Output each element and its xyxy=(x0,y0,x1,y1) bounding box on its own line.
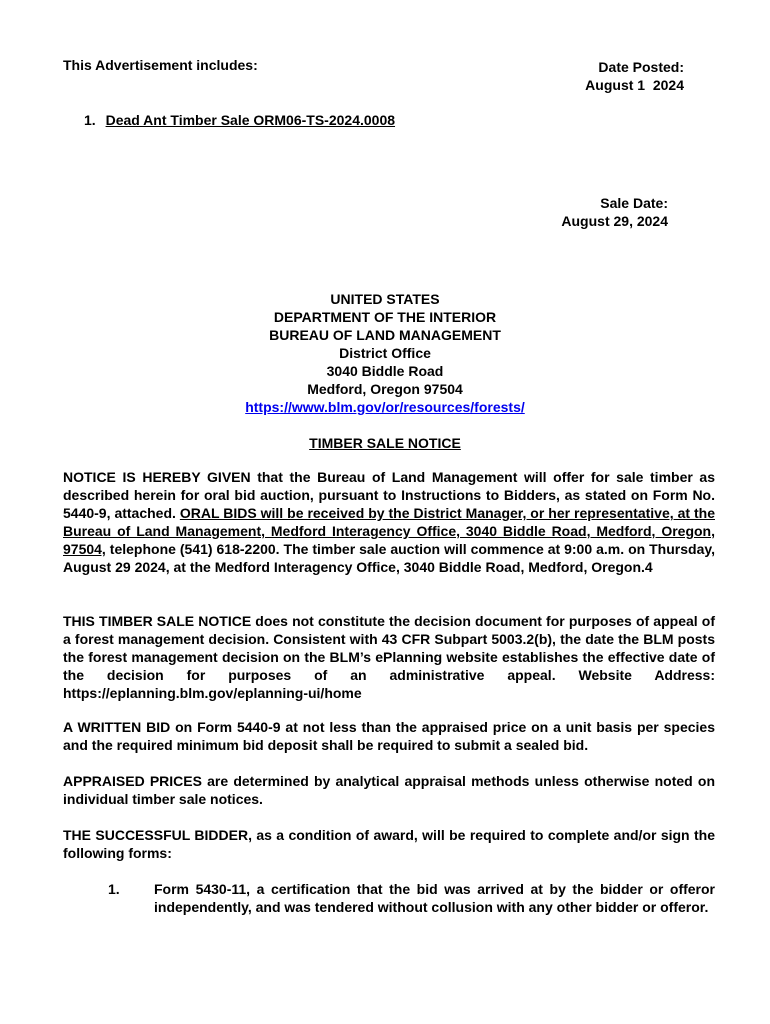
paragraph-text: telephone (541) 618-2200. The timber sale auction will commence at 9:00 a.m. on Thursday, August 29 2024, at the Medford Interagency Office, 3040 Biddle Road, Medford, Oregon.4 xyxy=(63,541,715,575)
paragraph-text: , as a condition of award, will be required to complete and/or sign the following forms: xyxy=(63,827,715,861)
date-posted-label: Date Posted: xyxy=(598,59,684,75)
sale-title[interactable]: Dead Ant Timber Sale ORM06-TS-2024.0008 xyxy=(105,112,396,128)
agency-line: 3040 Biddle Road xyxy=(326,363,444,379)
paragraph-text: are determined by analytical appraisal methods unless otherwise noted on individual timber sale notices. xyxy=(63,773,715,807)
paragraph-notice xyxy=(63,468,715,576)
paragraph-lead: APPRAISED PRICES xyxy=(63,773,202,789)
agency-line: Medford, Oregon 97504 xyxy=(307,381,463,397)
paragraph-underlined: ORAL BIDS will be received by the District Manager, or her representative, at the Bureau of Land Management, Medford Interagency Office, 3040 Biddle Road, Medford, Oregon, 97504, xyxy=(63,505,715,557)
agency-line: District Office xyxy=(339,345,431,361)
paragraph-successful-bidder xyxy=(63,826,715,862)
sale-date xyxy=(520,194,668,230)
paragraph-text: that the Bureau of Land Management will offer for sale timber as described herein for oral bid auction, pursuant to Instructions to Bidders, as stated on Form No. 5440-9, attached. xyxy=(63,469,715,521)
paragraph-appraised xyxy=(63,772,715,808)
agency-line: DEPARTMENT OF THE INTERIOR xyxy=(273,309,497,325)
agency-line: UNITED STATES xyxy=(330,291,440,307)
agency-block xyxy=(0,290,770,416)
sale-date-value: August 29, 2024 xyxy=(561,213,668,229)
notice-title xyxy=(0,434,770,452)
form-item-number: 1. xyxy=(108,881,120,897)
form-list-item xyxy=(108,880,715,916)
paragraph-written-bid xyxy=(63,718,715,754)
agency-url-link[interactable]: https://www.blm.gov/or/resources/forests/ xyxy=(245,399,525,415)
sale-date-label: Sale Date: xyxy=(600,195,668,211)
paragraph-lead: THIS TIMBER SALE NOTICE xyxy=(63,613,252,629)
paragraph-decision xyxy=(63,612,715,702)
includes-label: This Advertisement includes: xyxy=(63,57,258,73)
form-item-text: Form 5430-11, a certification that the bid was arrived at by the bidder or offeror independently, and was tendered without collusion with any other bidder or offeror. xyxy=(154,881,715,915)
paragraph-text: on Form 5440-9 at not less than the appraised price on a unit basis per species and the required minimum bid deposit shall be required to submit a sealed bid. xyxy=(63,719,716,753)
agency-line: BUREAU OF LAND MANAGEMENT xyxy=(269,327,501,343)
date-posted-value: August 1 2024 xyxy=(585,77,684,93)
sale-list-item xyxy=(84,111,395,129)
date-posted xyxy=(560,58,684,94)
paragraph-text: does not constitute the decision document for purposes of appeal of a forest management decision. Consistent with 43 CFR Subpart 5003.2(b), the date the BLM posts the forest management decision on the BLM’s ePlanning website establishes the effective date of the decision for purposes of an administrative appeal. Website Address: https://eplanning.blm.gov/eplanning-ui/home xyxy=(63,613,715,701)
sale-number: 1. xyxy=(84,112,96,128)
paragraph-lead: THE SUCCESSFUL BIDDER xyxy=(63,827,249,843)
notice-title-text: TIMBER SALE NOTICE xyxy=(309,435,461,451)
paragraph-lead: NOTICE IS HEREBY GIVEN xyxy=(63,469,251,485)
paragraph-lead: A WRITTEN BID xyxy=(63,719,171,735)
